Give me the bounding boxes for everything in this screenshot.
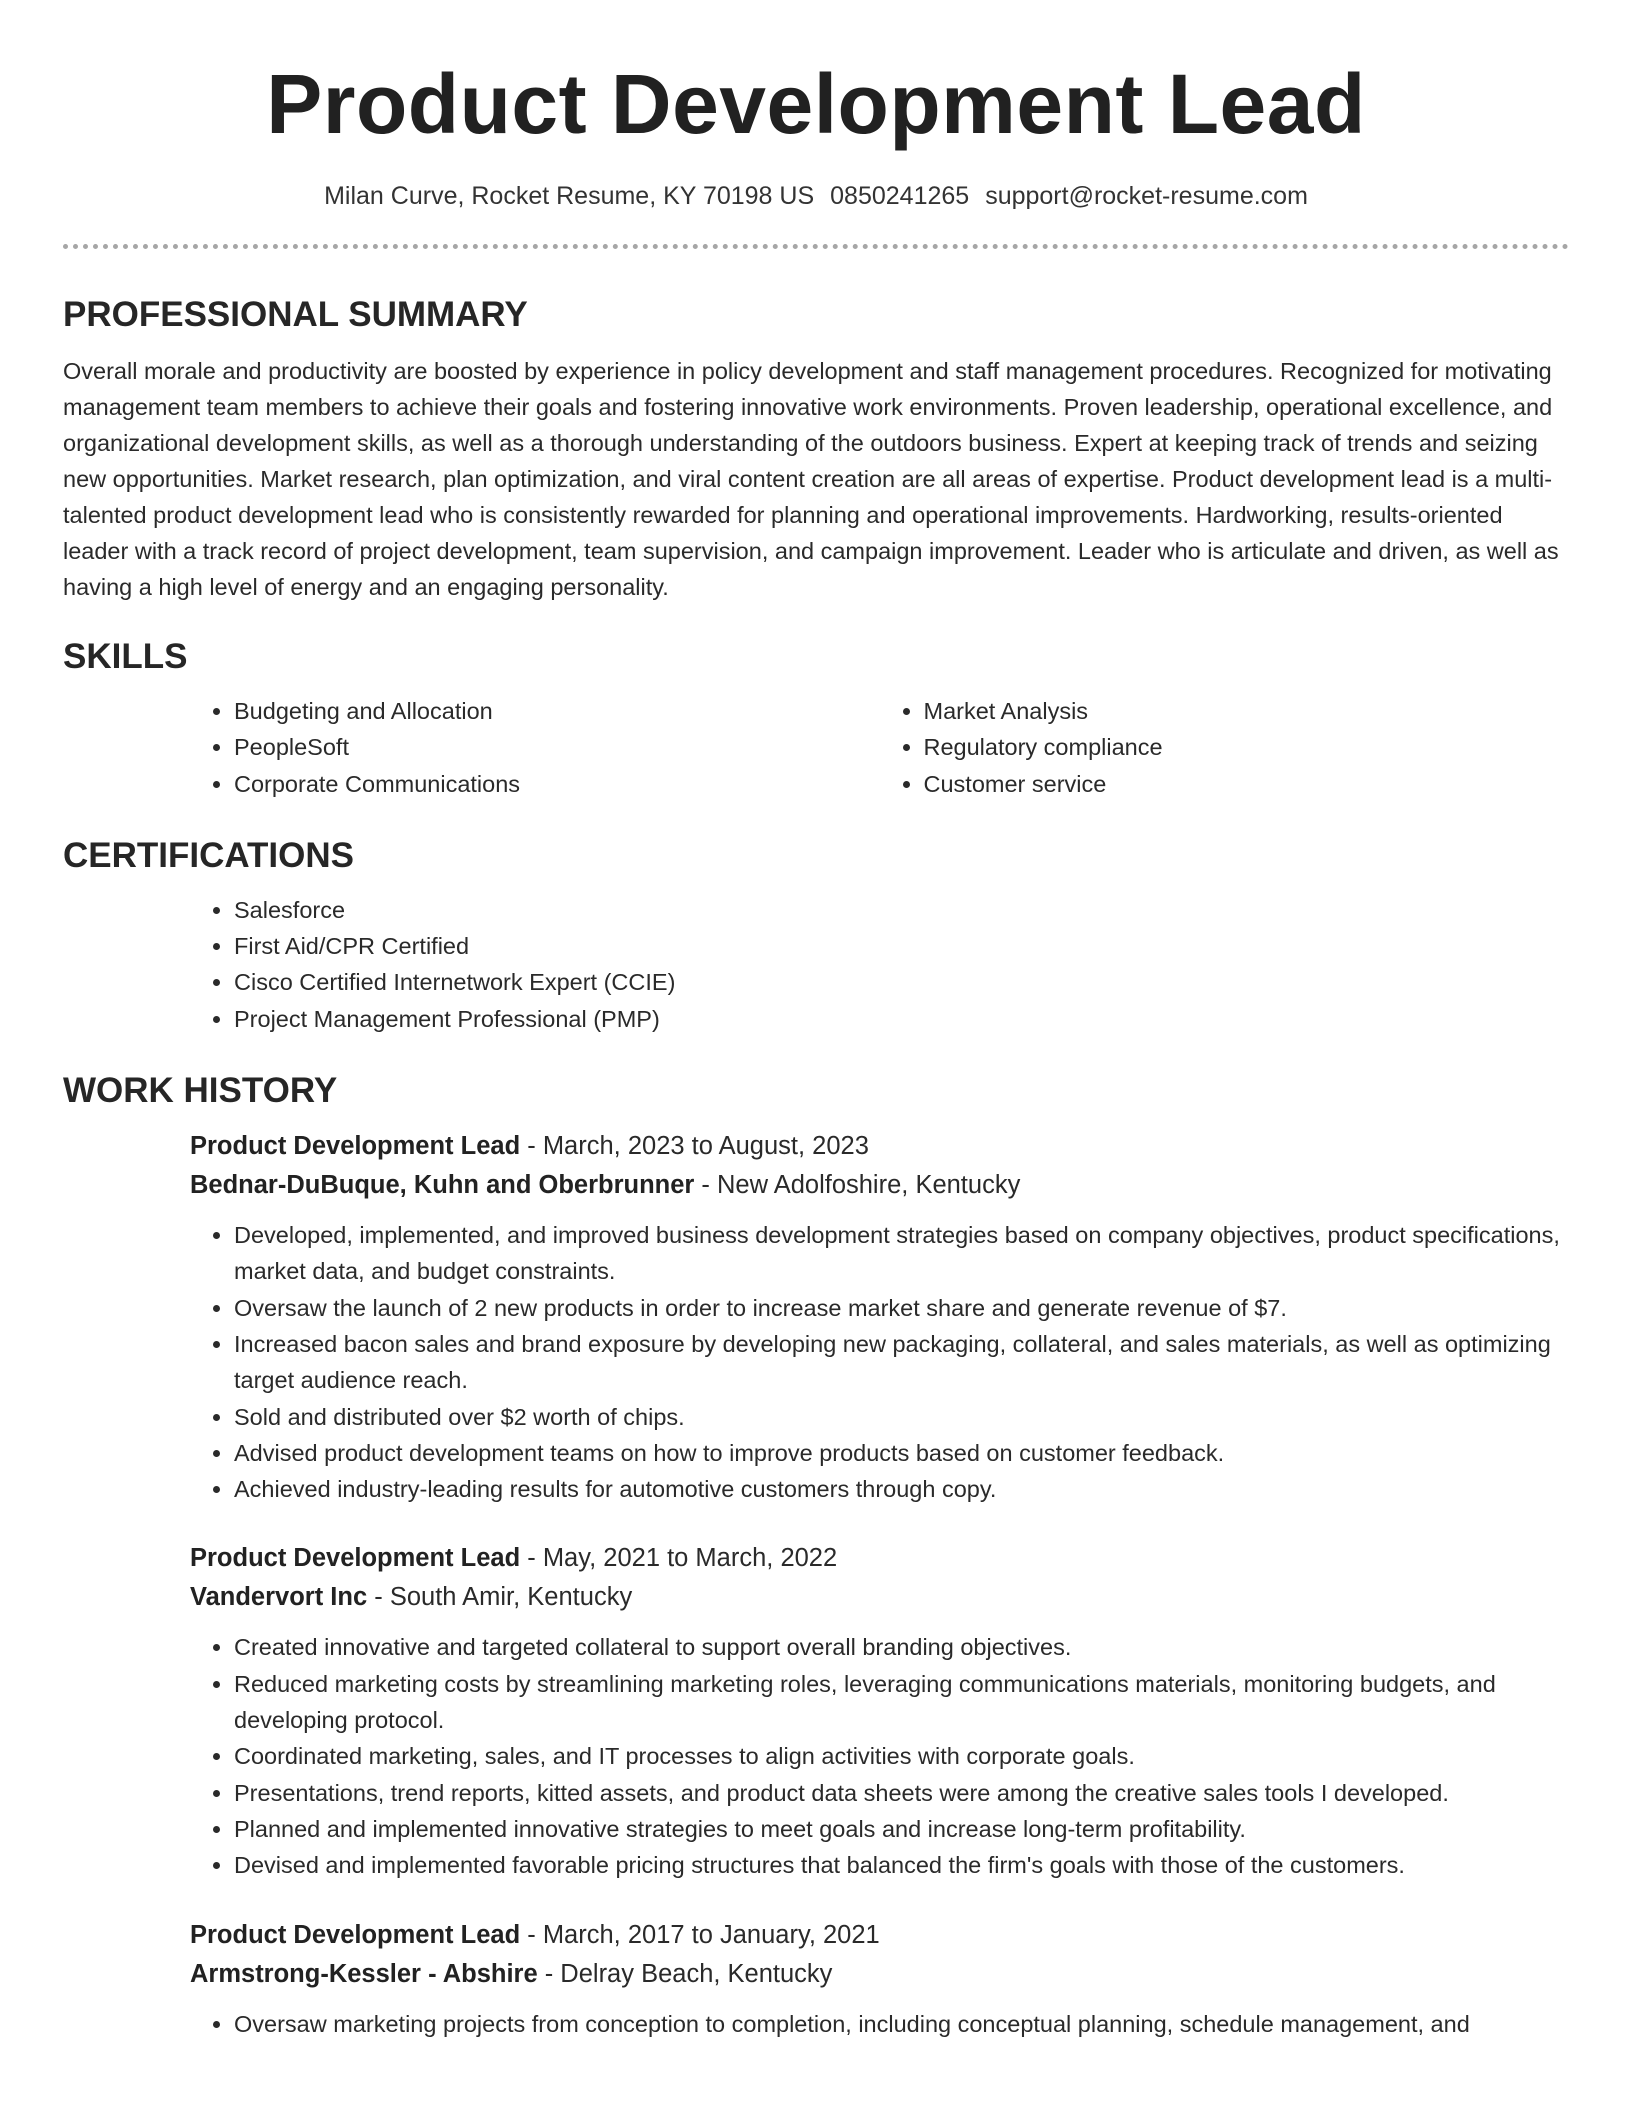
job-entry: [190, 1916, 1569, 2042]
list-item: • Market Analysis: [924, 693, 1570, 729]
list-item: • Created innovative and targeted collateral to support overall branding objectives.: [234, 1629, 1569, 1665]
certifications-section: [63, 834, 1569, 1037]
list-item: • Salesforce: [234, 892, 1569, 928]
job-company: Bednar-DuBuque, Kuhn and Oberbrunner: [190, 1171, 695, 1200]
summary-text: Overall morale and productivity are boosted by experience in policy development and staff management procedures. Recognized for motivating management team members to achieve their goals and fostering innovative work environments. Proven leadership, operational excellence, and organizational development skills, as well as a thorough understanding of the outdoors business. Expert at keeping track of trends and seizing new opportunities. Market research, plan optimization, and viral content creation are all areas of expertise. Product development lead is a multi-talented product development lead who is consistently rewarded for planning and operational improvements. Hardworking, results-oriented leader with a track record of project development, team supervision, and campaign improvement. Leader who is articulate and driven, as well as having a high level of energy and an engaging personality.: [63, 358, 1559, 600]
list-item: • Achieved industry-leading results for automotive customers through copy.: [234, 1471, 1569, 1507]
list-item: • Cisco Certified Internetwork Expert (CCIE): [234, 964, 1569, 1000]
contact-phone: 0850241265: [830, 182, 970, 210]
list-item: • Oversaw marketing projects from conception to completion, including conceptual planning, schedule management, and: [234, 2006, 1569, 2042]
list-item: • Advised product development teams on how to improve products based on customer feedback.: [234, 1435, 1569, 1471]
list-item: • Coordinated marketing, sales, and IT processes to align activities with corporate goals.: [234, 1738, 1569, 1774]
list-item: • Project Management Professional (PMP): [234, 1001, 1569, 1037]
skills-list: [190, 693, 1569, 802]
contact-email[interactable]: support@rocket-resume.com: [985, 182, 1308, 210]
list-item: • Presentations, trend reports, kitted assets, and product data sheets were among the creative sales tools I developed.: [234, 1775, 1569, 1811]
job-title-line: [190, 1539, 1569, 1578]
job-dates: - March, 2023 to August, 2023: [520, 1132, 869, 1161]
job-company-line: [190, 1166, 1569, 1205]
work-history-section: [63, 1069, 1569, 2042]
job-role: Product Development Lead: [190, 1544, 521, 1573]
contact-line: [0, 180, 1632, 212]
list-item: • Oversaw the launch of 2 new products in order to increase market share and generate revenue of $7.: [234, 1290, 1569, 1326]
job-company-line: [190, 1955, 1569, 1994]
job-bullets: [190, 2006, 1569, 2042]
skills-column-right: [880, 693, 1570, 802]
summary-section: [63, 293, 1569, 605]
list-item: • Regulatory compliance: [924, 729, 1570, 765]
job-bullets: [190, 1217, 1569, 1507]
list-item: • Budgeting and Allocation: [234, 693, 880, 729]
list-item: • PeopleSoft: [234, 729, 880, 765]
summary-title: PROFESSIONAL SUMMARY: [63, 295, 528, 334]
job-company: Armstrong-Kessler - Abshire: [190, 1959, 538, 1988]
list-item: • Reduced marketing costs by streamlining marketing roles, leveraging communications materials, monitoring budgets, and developing protocol.: [234, 1666, 1569, 1739]
skills-title: SKILLS: [63, 637, 188, 676]
list-item: • Developed, implemented, and improved business development strategies based on company objectives, product specifications, market data, and budget constraints.: [234, 1217, 1569, 1290]
job-role: Product Development Lead: [190, 1920, 521, 1949]
certifications-list: [190, 892, 1569, 1037]
job-location: - South Amir, Kentucky: [367, 1583, 633, 1612]
certifications-title: CERTIFICATIONS: [63, 835, 355, 875]
list-item: • Sold and distributed over $2 worth of chips.: [234, 1399, 1569, 1435]
contact-address: Milan Curve, Rocket Resume, KY 70198 US: [324, 182, 815, 210]
header-divider: [63, 244, 1569, 249]
list-item: • Devised and implemented favorable pricing structures that balanced the firm's goals with those of the customers.: [234, 1847, 1569, 1883]
job-dates: - May, 2021 to March, 2022: [520, 1544, 838, 1573]
candidate-name: Product Development Lead: [266, 57, 1366, 151]
skills-section: [63, 635, 1569, 802]
job-title-line: [190, 1127, 1569, 1166]
list-item: • Corporate Communications: [234, 766, 880, 802]
list-item: • Planned and implemented innovative strategies to meet goals and increase long-term profitability.: [234, 1811, 1569, 1847]
list-item: • Increased bacon sales and brand exposure by developing new packaging, collateral, and sales materials, as well as optimizing target audience reach.: [234, 1326, 1569, 1399]
job-location: - New Adolfoshire, Kentucky: [694, 1171, 1021, 1200]
work-history-title: WORK HISTORY: [63, 1071, 338, 1111]
skills-column-left: [190, 693, 880, 802]
job-company-line: [190, 1578, 1569, 1617]
job-title-line: [190, 1916, 1569, 1955]
job-dates: - March, 2017 to January, 2021: [520, 1920, 880, 1949]
job-bullets: [190, 1629, 1569, 1883]
list-item: • Customer service: [924, 766, 1570, 802]
job-company: Vandervort Inc: [190, 1583, 368, 1612]
job-entry: [190, 1539, 1569, 1883]
job-entry: [190, 1127, 1569, 1507]
job-location: - Delray Beach, Kentucky: [537, 1959, 833, 1988]
list-item: • First Aid/CPR Certified: [234, 928, 1569, 964]
job-role: Product Development Lead: [190, 1132, 521, 1161]
